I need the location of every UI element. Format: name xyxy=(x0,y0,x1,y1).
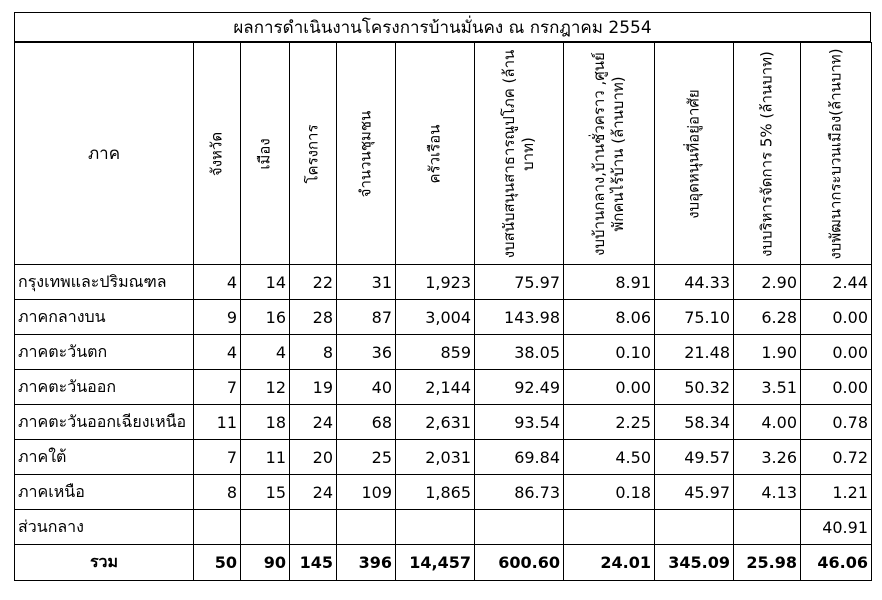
value-cell: 143.98 xyxy=(475,300,564,335)
value-cell: 45.97 xyxy=(655,475,734,510)
value-cell: 8 xyxy=(290,335,337,370)
region-cell: ภาคเหนือ xyxy=(15,475,194,510)
header-city-process-budget: งบพัฒนากระบวนเมือง(ล้านบาท) xyxy=(801,43,872,265)
value-cell: 11 xyxy=(241,440,290,475)
value-cell: 1,865 xyxy=(396,475,475,510)
table-title: ผลการดำเนินงานโครงการบ้านมั่นคง ณ กรกฎาคม 2554 xyxy=(14,12,871,42)
header-housing-subsidy: งบอุดหนุนที่อยู่อาศัย xyxy=(655,43,734,265)
table-row xyxy=(15,300,872,335)
value-cell: 86.73 xyxy=(475,475,564,510)
region-cell: ภาคใต้ xyxy=(15,440,194,475)
value-cell: 44.33 xyxy=(655,265,734,300)
value-cell xyxy=(396,510,475,545)
value-cell: 2,031 xyxy=(396,440,475,475)
value-cell: 8.91 xyxy=(564,265,655,300)
value-cell: 87 xyxy=(337,300,396,335)
header-households: ครัวเรือน xyxy=(396,43,475,265)
table-row xyxy=(15,440,872,475)
header-communities: จำนวนชุมชน xyxy=(337,43,396,265)
value-cell: 46.06 xyxy=(801,545,872,581)
value-cell: 0.78 xyxy=(801,405,872,440)
value-cell: 25.98 xyxy=(734,545,801,581)
value-cell: 12 xyxy=(241,370,290,405)
value-cell: 0.00 xyxy=(801,335,872,370)
value-cell: 69.84 xyxy=(475,440,564,475)
value-cell: 3.51 xyxy=(734,370,801,405)
value-cell: 28 xyxy=(290,300,337,335)
value-cell: 859 xyxy=(396,335,475,370)
region-cell: ภาคกลางบน xyxy=(15,300,194,335)
value-cell: 4.00 xyxy=(734,405,801,440)
value-cell: 21.48 xyxy=(655,335,734,370)
value-cell: 24 xyxy=(290,405,337,440)
value-cell: 1.21 xyxy=(801,475,872,510)
table-row xyxy=(15,265,872,300)
value-cell: 2.25 xyxy=(564,405,655,440)
header-provinces: จังหวัด xyxy=(194,43,241,265)
table-row xyxy=(15,510,872,545)
value-cell: 1.90 xyxy=(734,335,801,370)
value-cell: 38.05 xyxy=(475,335,564,370)
value-cell: 24 xyxy=(290,475,337,510)
value-cell: 600.60 xyxy=(475,545,564,581)
value-cell: 4.13 xyxy=(734,475,801,510)
header-management-budget: งบบริหารจัดการ 5% (ล้านบาท) xyxy=(734,43,801,265)
region-cell: ส่วนกลาง xyxy=(15,510,194,545)
value-cell: 24.01 xyxy=(564,545,655,581)
value-cell: 9 xyxy=(194,300,241,335)
value-cell: 20 xyxy=(290,440,337,475)
region-cell: กรุงเทพและปริมณฑล xyxy=(15,265,194,300)
value-cell: 25 xyxy=(337,440,396,475)
value-cell: 8.06 xyxy=(564,300,655,335)
value-cell: 4 xyxy=(241,335,290,370)
value-cell: 0.72 xyxy=(801,440,872,475)
value-cell: 4 xyxy=(194,335,241,370)
value-cell: 109 xyxy=(337,475,396,510)
value-cell: 145 xyxy=(290,545,337,581)
value-cell: 40.91 xyxy=(801,510,872,545)
region-cell: ภาคตะวันตก xyxy=(15,335,194,370)
value-cell: 4 xyxy=(194,265,241,300)
value-cell xyxy=(241,510,290,545)
table-row xyxy=(15,405,872,440)
value-cell: 50.32 xyxy=(655,370,734,405)
value-cell: 22 xyxy=(290,265,337,300)
header-projects: โครงการ xyxy=(290,43,337,265)
value-cell: 3,004 xyxy=(396,300,475,335)
table-row xyxy=(15,370,872,405)
value-cell: 2,144 xyxy=(396,370,475,405)
value-cell: 36 xyxy=(337,335,396,370)
value-cell xyxy=(734,510,801,545)
value-cell: 90 xyxy=(241,545,290,581)
value-cell: 0.00 xyxy=(564,370,655,405)
value-cell xyxy=(290,510,337,545)
value-cell: 0.10 xyxy=(564,335,655,370)
value-cell: 3.26 xyxy=(734,440,801,475)
table-row xyxy=(15,335,872,370)
value-cell: 0.18 xyxy=(564,475,655,510)
value-cell: 11 xyxy=(194,405,241,440)
value-cell: 0.00 xyxy=(801,370,872,405)
header-region: ภาค xyxy=(15,43,194,265)
value-cell: 19 xyxy=(290,370,337,405)
value-cell: 50 xyxy=(194,545,241,581)
value-cell: 93.54 xyxy=(475,405,564,440)
region-cell: ภาคตะวันออกเฉียงเหนือ xyxy=(15,405,194,440)
value-cell: 16 xyxy=(241,300,290,335)
header-cities: เมือง xyxy=(241,43,290,265)
results-table xyxy=(14,42,872,581)
value-cell: 40 xyxy=(337,370,396,405)
value-cell: 6.28 xyxy=(734,300,801,335)
value-cell: 75.97 xyxy=(475,265,564,300)
value-cell xyxy=(655,510,734,545)
header-central-housing-budget: งบบ้านกลาง,บ้านชั่วคราว ,ศูนย์พักคนไร้บ้าน (ล้านบาท) xyxy=(564,43,655,265)
value-cell: 18 xyxy=(241,405,290,440)
value-cell xyxy=(194,510,241,545)
value-cell: 4.50 xyxy=(564,440,655,475)
value-cell xyxy=(475,510,564,545)
value-cell: 1,923 xyxy=(396,265,475,300)
value-cell: 14,457 xyxy=(396,545,475,581)
value-cell xyxy=(337,510,396,545)
value-cell: 92.49 xyxy=(475,370,564,405)
region-cell: ภาคตะวันออก xyxy=(15,370,194,405)
table-row xyxy=(15,475,872,510)
value-cell: 14 xyxy=(241,265,290,300)
header-utilities-budget: งบสนับสนุนสาธารณูปโภค (ล้านบาท) xyxy=(475,43,564,265)
value-cell: 0.00 xyxy=(801,300,872,335)
value-cell: 15 xyxy=(241,475,290,510)
total-row xyxy=(15,545,872,581)
value-cell: 7 xyxy=(194,440,241,475)
value-cell: 58.34 xyxy=(655,405,734,440)
spreadsheet xyxy=(14,12,871,582)
header-row xyxy=(15,43,872,265)
value-cell xyxy=(564,510,655,545)
value-cell: 68 xyxy=(337,405,396,440)
region-cell: รวม xyxy=(15,545,194,581)
value-cell: 75.10 xyxy=(655,300,734,335)
value-cell: 2,631 xyxy=(396,405,475,440)
value-cell: 345.09 xyxy=(655,545,734,581)
value-cell: 49.57 xyxy=(655,440,734,475)
value-cell: 396 xyxy=(337,545,396,581)
value-cell: 2.44 xyxy=(801,265,872,300)
value-cell: 7 xyxy=(194,370,241,405)
value-cell: 2.90 xyxy=(734,265,801,300)
value-cell: 31 xyxy=(337,265,396,300)
value-cell: 8 xyxy=(194,475,241,510)
